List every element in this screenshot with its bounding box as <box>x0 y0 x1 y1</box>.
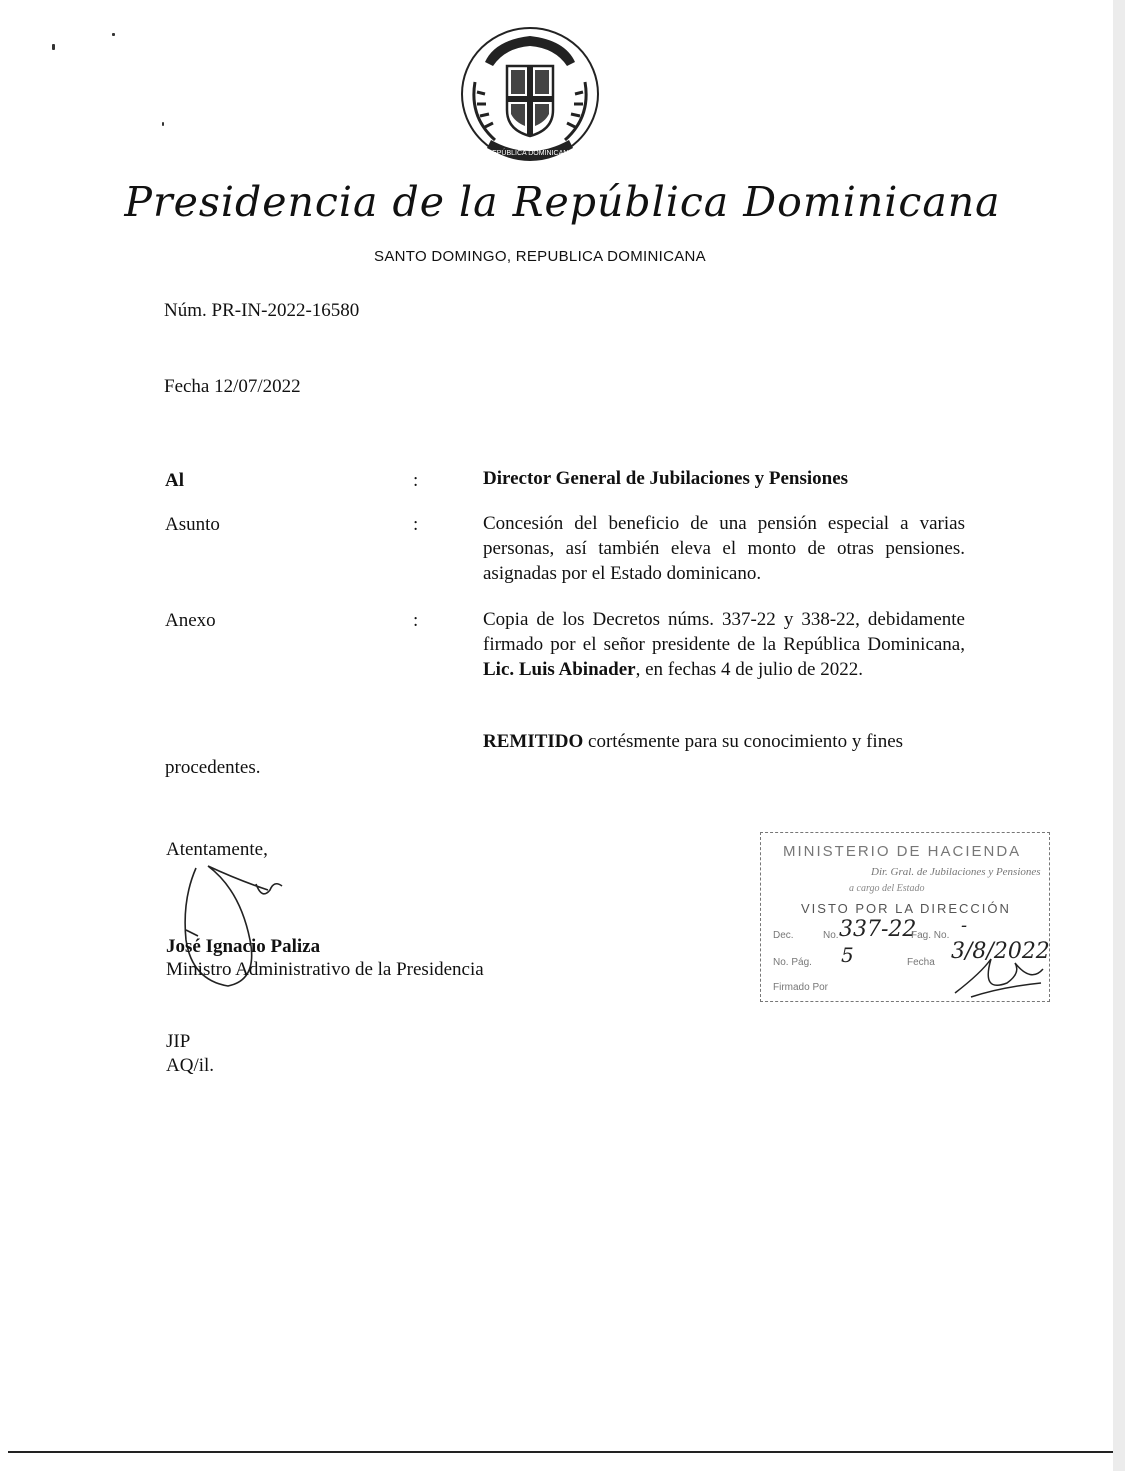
letterhead-subtitle: SANTO DOMINGO, REPUBLICA DOMINICANA <box>374 248 706 265</box>
initials-typist: AQ/il. <box>166 1055 215 1076</box>
stamp-directorate: Dir. Gral. de Jubilaciones y Pensiones <box>871 866 1041 878</box>
annex-text: Copia de los Decretos núms. 337-22 y 338-22, debidamente firmado por el señor presidente de la República Dominicana, <box>483 609 965 655</box>
to-colon: : <box>413 470 419 491</box>
remitido-keyword: REMITIDO <box>483 731 584 752</box>
to-label: Al <box>165 470 184 491</box>
seal-text: REPÚBLICA DOMINICANA <box>487 150 573 157</box>
stamp-visto: VISTO POR LA DIRECCIÓN <box>801 901 1011 916</box>
remitido-paragraph <box>483 729 965 754</box>
signer-title: Ministro Administrativo de la Presidencia <box>166 959 484 980</box>
bottom-rule <box>8 1451 1113 1453</box>
salutation: Atentamente, <box>166 839 268 860</box>
annex-label: Anexo <box>165 610 216 631</box>
stamp-no-label: No. <box>823 930 839 941</box>
subject-colon: : <box>413 514 419 535</box>
letterhead-title: Presidencia de la República Dominicana <box>124 178 1001 226</box>
stamp-scope: a cargo del Estado <box>849 883 925 894</box>
annex-president-name: Lic. Luis Abinader <box>483 659 636 680</box>
stamp-ministry: MINISTERIO DE HACIENDA <box>783 843 1022 860</box>
stamp-dec-value: 337-22 <box>839 917 917 942</box>
coat-of-arms-seal-icon <box>455 22 605 172</box>
remitido-text: cortésmente para su conocimiento y fines <box>583 731 904 752</box>
reception-stamp <box>760 832 1050 1002</box>
stamp-signature <box>951 953 1047 1001</box>
stamp-pag-label: No. Pág. <box>773 957 812 968</box>
scan-speck <box>162 122 164 126</box>
to-value: Director General de Jubilaciones y Pensiones <box>483 468 849 489</box>
subject-label: Asunto <box>165 514 220 535</box>
initials-signer: JIP <box>166 1031 191 1052</box>
scan-speck <box>112 33 115 36</box>
subject-value: Concesión del beneficio de una pensión especial a varias personas, así también eleva el monto de otras pensiones. asignadas por el Estado dominicano. <box>483 513 965 584</box>
stamp-fecha-value: 3/8/2022 <box>951 939 1050 964</box>
annex-value <box>483 607 965 682</box>
document-date: Fecha 12/07/2022 <box>164 376 301 397</box>
stamp-fag-label: Fag. No. <box>911 930 950 941</box>
signer-name: José Ignacio Paliza <box>166 936 321 957</box>
stamp-fag-value: - <box>961 915 968 936</box>
annex-colon: : <box>413 610 419 631</box>
document-number: Núm. PR-IN-2022-16580 <box>164 300 360 321</box>
annex-text-end: , en fechas 4 de julio de 2022. <box>635 659 863 680</box>
stamp-firmado-label: Firmado Por <box>773 982 829 993</box>
scan-speck <box>52 44 55 50</box>
remitido-continuation: procedentes. <box>165 757 261 778</box>
stamp-pag-value: 5 <box>841 943 854 967</box>
stamp-fecha-label: Fecha <box>907 957 935 968</box>
stamp-dec-label: Dec. <box>773 930 794 941</box>
